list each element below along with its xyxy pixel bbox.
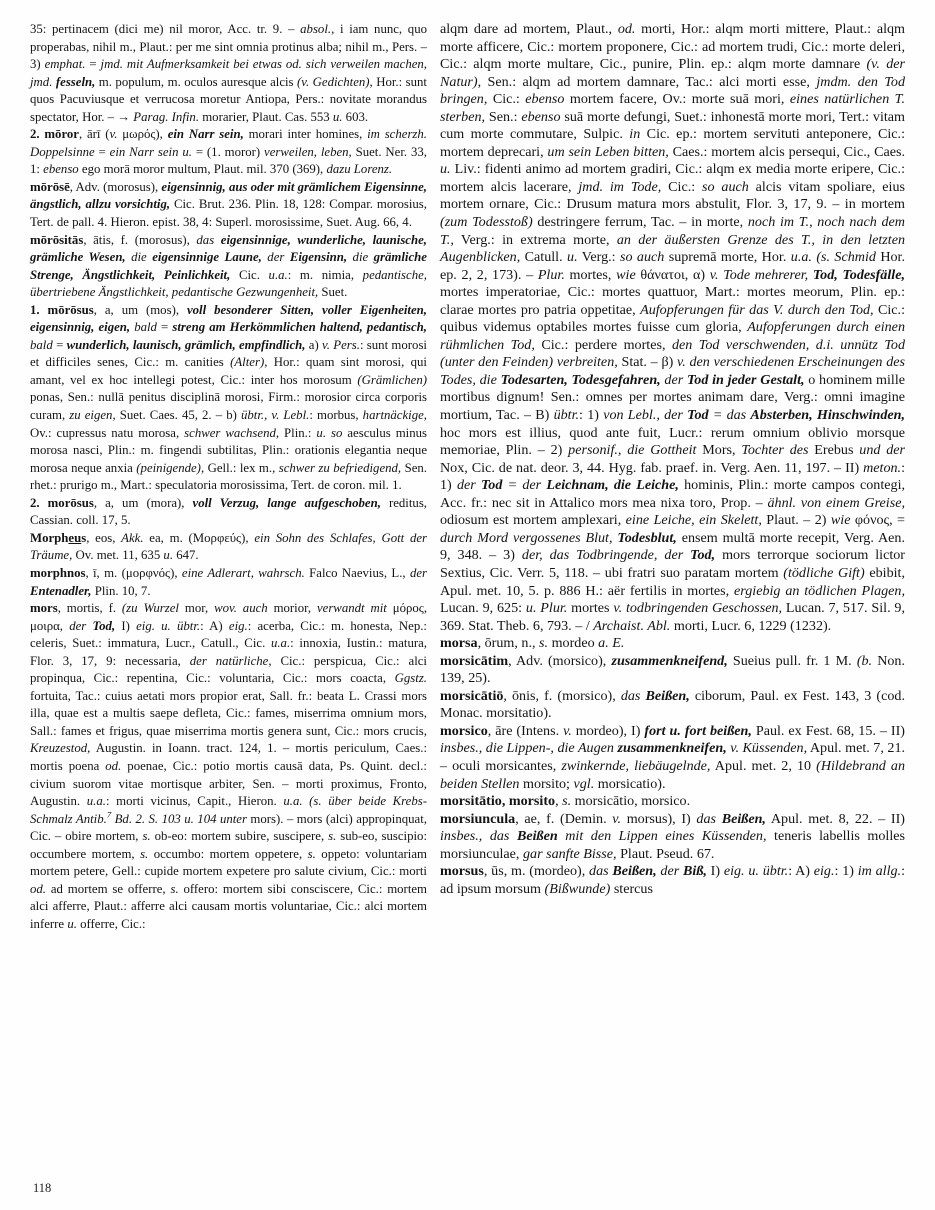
entry-morsiuncula: morsiuncula, ae, f. (Demin. v. morsus), I) das Beißen, Apul. met. 8, 22. – II) insbes., das Beißen mit den Lippen eines Küssenden, teneris labellis molles morsiunculae, gar sanfte Bisse, Plaut. Pseud. 67.: [440, 810, 905, 862]
entry-morsitatio-morsito: morsitātio, morsito, s. morsicātio, morsico.: [440, 793, 691, 810]
entry-morosus-2: 2. morōsus, a, um (mora), voll Verzug, lange aufgeschoben, reditus, Cassian. coll. 17, 5.: [30, 495, 428, 528]
entry-morsus: morsus, ūs, m. (mordeo), das Beißen, der Biß, I) eig. u. übtr.: A) eig.: 1) im allg.: ad ipsum morsum (Bißwunde) stercus: [440, 863, 905, 897]
right-column: [440, 21, 905, 933]
left-column: [30, 21, 427, 933]
entry-moror-1-continuation: 35: pertinacem (dici me) nil moror, Acc. tr. 9. – absol., i iam nunc, quo properabas, nihil m., Plaut.: per me sint omnia protinus alba; nihil m., Pers. – 3) emphat. = jmd. mit Aufmerksamkeit bei etwas od. sich verweilen machen, jmd. fesseln, m. populum, m. oculos auresque alcis (v. Gedichten), Hor.: sunt quos Pacuviusque et verrucosa moretur Antiopa, Pers.: novitate morandus spectator, Hor. – → Parag. Infin. morarier, Plaut. Cas. 553 u. 603.: [30, 22, 428, 124]
entry-morphnos: morphnos, ī, m. (μορφνός), eine Adlerart, wahrsch. Falco Naevius, L., der Entenadler, Plin. 10, 7.: [30, 565, 427, 598]
entry-morosus-1: 1. mōrōsus, a, um (mos), voll besonderer Sitten, voller Eigenheiten, eigensinnig, eigen, bald = streng am Herkömmlichen haltend, pedantisch, bald = wunderlich, launisch, grämlich, empfindlich, a) v. Pers.: sunt morosi et difficiles senes, Cic.: m. canities (Alter), Hor.: quam sint morosi, qui amant, vel ex hoc intellegi potest, Cic.: inter hos morosum (Grämlichen) ponas, Sen.: nullā penitus disciplinā morosi, Firm.: morosior circa corporis curam, zu eigen, Suet. Caes. 45, 2. – b) übtr., v. Lebl.: morbus, hartnäckige, Ov.: cupressus natu morosa, schwer wachsend, Plin.: u. so aesculus minus morosa nasci, Plin.: m. fingendi subtilitas, Plin.: orationis elegantia neque morosa neque anxia (peinigende), Gell.: lex m., schwer zu befriedigend, Sen. rhet.: prurigo m., Mart.: speculatoria morosissima, Tert. de coron. mil. 1.: [30, 302, 427, 493]
entry-mors: mors, mortis, f. (zu Wurzel mor, wov. auch morior, verwandt mit μόρος, μοιρα, der Tod, I) eig. u. übtr.: A) eig.: acerba, Cic.: m. honesta, Nep.: celeris, Suet.: immatura, Lucr., Catull., Cic. u.a.: innoxia, Iustin.: matura, Flor. 3, 17, 9: necessaria, der natürliche, Cic.: perspicua, Cic.: alci propinqua, Cic.: repentina, Cic.: voluntaria, Cic.: mors coacta, Ggstz. fortuita, Tac.: cuius aetati mors propior erat, Sall. fr.: beata L. Crassi mors illa, quae est a multis saepe defleta, Cic.: fames, miserrima omnium mors, Sall.: fames et frigus, quae miserrima mortis genera sunt, Cic.: mors crucis, Kreuzestod, Augustin. in Ioann. tract. 124, 1. – mortis periculum, Caes.: mortis poena od. poenae, Cic.: potio mortis causā data, Ps. Quint. decl.: civium suorom vitae mortisque arbiter, Sen. – morti proximus, Fronto, Augustin. u.a.: morti vicinus, Capit., Hieron. u.a. (s. über beide Krebs-Schmalz Antib.$^7$ Bd. 2. S. 103 u. 104 unter mors). – mors (alci) appropinquat, Cic. – obire mortem, s. ob-eo: mortem subire, suscipere, s. sub-eo, suscipio: occumbere mortem, s. occumbo: mortem oppetere, s. oppeto: voluntariam mortem petere, Gell.: cupide mortem expetere pro salute civium, Cic.: morti od. ad mortem se offerre, s. offero: mortem sibi consciscere, Cic.: mortem alci afferre, Plaut.: afferre alci causam mortis voluntariae, Cic.: alci mortem inferre u. offerre, Cic.:: [30, 601, 428, 931]
entry-morose: mōrōsē, Adv. (morosus), eigensinnig, aus oder mit grämlichem Eigensinne, ängstlich, allzu vorsichtig, Cic. Brut. 236. Plin. 18, 128: Compar. morosius, Tert. de pall. 4. Hieron. epist. 38, 4: Superl. morosissime, Suet. Aug. 66, 4.: [30, 179, 427, 230]
entry-morositas: mōrōsitās, ātis, f. (morosus), das eigensinnige, wunderliche, launische, grämliche Wesen, die eigensinnige Laune, der Eigensinn, die grämliche Strenge, Ängstlichkeit, Peinlichkeit, Cic. u.a.: m. nimia, pedantische, übertriebene Ängstlichkeit, pedantische Gezwungenheit, Suet.: [30, 232, 427, 300]
entry-moror-2: 2. mōror, ārī (v. μωρός), ein Narr sein, morari inter homines, im scherzh. Doppelsinne = ein Narr sein u. = (1. moror) verweilen, leben, Suet. Ner. 33, 1: ebenso ego morā moror multum, Plaut. mil. 370 (369), dazu Lorenz.: [30, 127, 428, 177]
entry-morsicatio: morsicātiō, ōnis, f. (morsico), das Beißen, ciborum, Paul. ex Fest. 143, 3 (cod. Monac. morsitatio).: [440, 687, 906, 722]
entry-morsicatim: morsicātim, Adv. (morsico), zusammenkneifend, Sueius pull. fr. 1 M. (b. Non. 139, 25).: [440, 652, 906, 687]
page-body: [30, 21, 905, 933]
entry-morpheus: Morpheus, eos, Akk. ea, m. (Μορφεύς), ein Sohn des Schlafes, Gott der Träume, Ov. met. 11, 635 u. 647.: [30, 530, 428, 563]
entry-morsico: morsico, āre (Intens. v. mordeo), I) fort u. fort beißen, Paul. ex Fest. 68, 15. – II) insbes., die Lippen-, die Augen zusammenkneifen, v. Küssenden, Apul. met. 7, 21. – oculi morsicantes, zwinkernde, liebäugelnde, Apul. met. 2, 10 (Hildebrand an beiden Stellen morsito; vgl. morsicatio).: [440, 722, 906, 792]
entry-mors-continuation: alqm dare ad mortem, Plaut., od. morti, Hor.: alqm morti mittere, Plaut.: alqm morte afficere, Cic.: mortem proponere, Cic.: ad mortem trudi, Cic.: morte deleri, Cic.: alqm morte multare, Cic., punire, Plin. ep.: alqm morte damnare (v. der Natur), Sen.: alqm ad mortem damnare, Tac.: alci morti esse, jmdm. den Tod bringen, Cic.: ebenso mortem facere, Ov.: morte suā mori, eines natürlichen T. sterben, Sen.: ebenso suā morte defungi, Suet.: inhonestā morte mori, Tert.: vitam cum morte commutare, Sulpic. in Cic. ep.: mortem servituti anteponere, Cic.: mortem deprecari, um sein Leben bitten, Caes.: mortem alcis persequi, Cic., Caes. u. Liv.: fidenti animo ad mortem gradiri, Cic.: alqm ex media morte eripere, Cic.: mortem alcis lacerare, jmd. im Tode, Cic.: so auch alcis vitam spoliare, eius mortem ornare, Cic.: Drusum matura mors abstulit, Flor. 3, 17, 9. – in mortem (zum Todesstoß) destringere ferrum, Tac. – in morte, noch im T., noch nach dem T., Verg.: in extrema morte, an der äußersten Grenze des T., in den letzten Augenblicken, Catull. u. Verg.: so auch supremā morte, Hor. u.a. (s. Schmid Hor. ep. 2, 2, 173). – Plur. mortes, wie θάνατοι, α) v. Tode mehrerer, Tod, Todesfälle, mortes imperatoriae, Cic.: mortes quattuor, Mart.: mortes meorum, Plin. ep.: clarae mortes pro patria oppetitae, Aufopferungen für das V. durch den Tod, Cic.: quibus videmus optabiles mortes fuisse cum gloria, Aufopferungen durch einen rühmlichen Tod, Cic.: perdere mortes, den Tod verschwenden, d.i. unnütz Tod (unter den Feinden) verbreiten, Stat. – β) v. den verschiedenen Erscheinungen des Todes, die Todesarten, Todesgefahren, der Tod in jeder Gestalt, o hominem mille mortibus dignum! Sen.: omnes per mortes animam dare, Verg.: omni imagine mortium, Tac. – B) übtr.: 1) von Lebl., der Tod = das Absterben, Hinschwinden, hoc mors est illius, quod ante fuit, Lucr.: rerum omnium oblivio morsque memoriae, Plin. – 2) personif., die Gottheit Mors, Tochter des Erebus und der Nox, Cic. de nat. deor. 3, 44. Hyg. fab. praef. in. Verg. Aen. 11, 197. – II) meton.: 1) der Tod = der Leichnam, die Leiche, hominis, Plin.: morte campos contegi, Acc. fr.: nec sit in Attalico mors mea nixa toro, Prop. – ähnl. von einem Greise, odiosum est mortem amplexari, eine Leiche, ein Skelett, Plaut. – 2) wie φόνος, = durch Mord vergossenes Blut, Todesblut, ensem multā morte recepit, Verg. Aen. 9, 348. – 3) der, das Todbringende, der Tod, mors terrorque sociorum lictor Sextius, Cic. Verr. 5, 118. – ubi fratri suo paratam mortem (tödliche Gift) ebibit, Apul. met. 10, 5. p. 886 H.: aër fertilis in mortes, ergiebig an tödlichen Plagen, Lucan. 9, 625: u. Plur. mortes v. todbringenden Geschossen, Lucan. 7, 517. Sil. 9, 369. Stat. Theb. 6, 793. – / Archaist. Abl. morti, Lucr. 6, 1229 (1232).: [440, 21, 906, 634]
page-number: 118: [33, 1181, 52, 1195]
entry-morsa: morsa, ōrum, n., s. mordeo a. E.: [440, 635, 625, 652]
